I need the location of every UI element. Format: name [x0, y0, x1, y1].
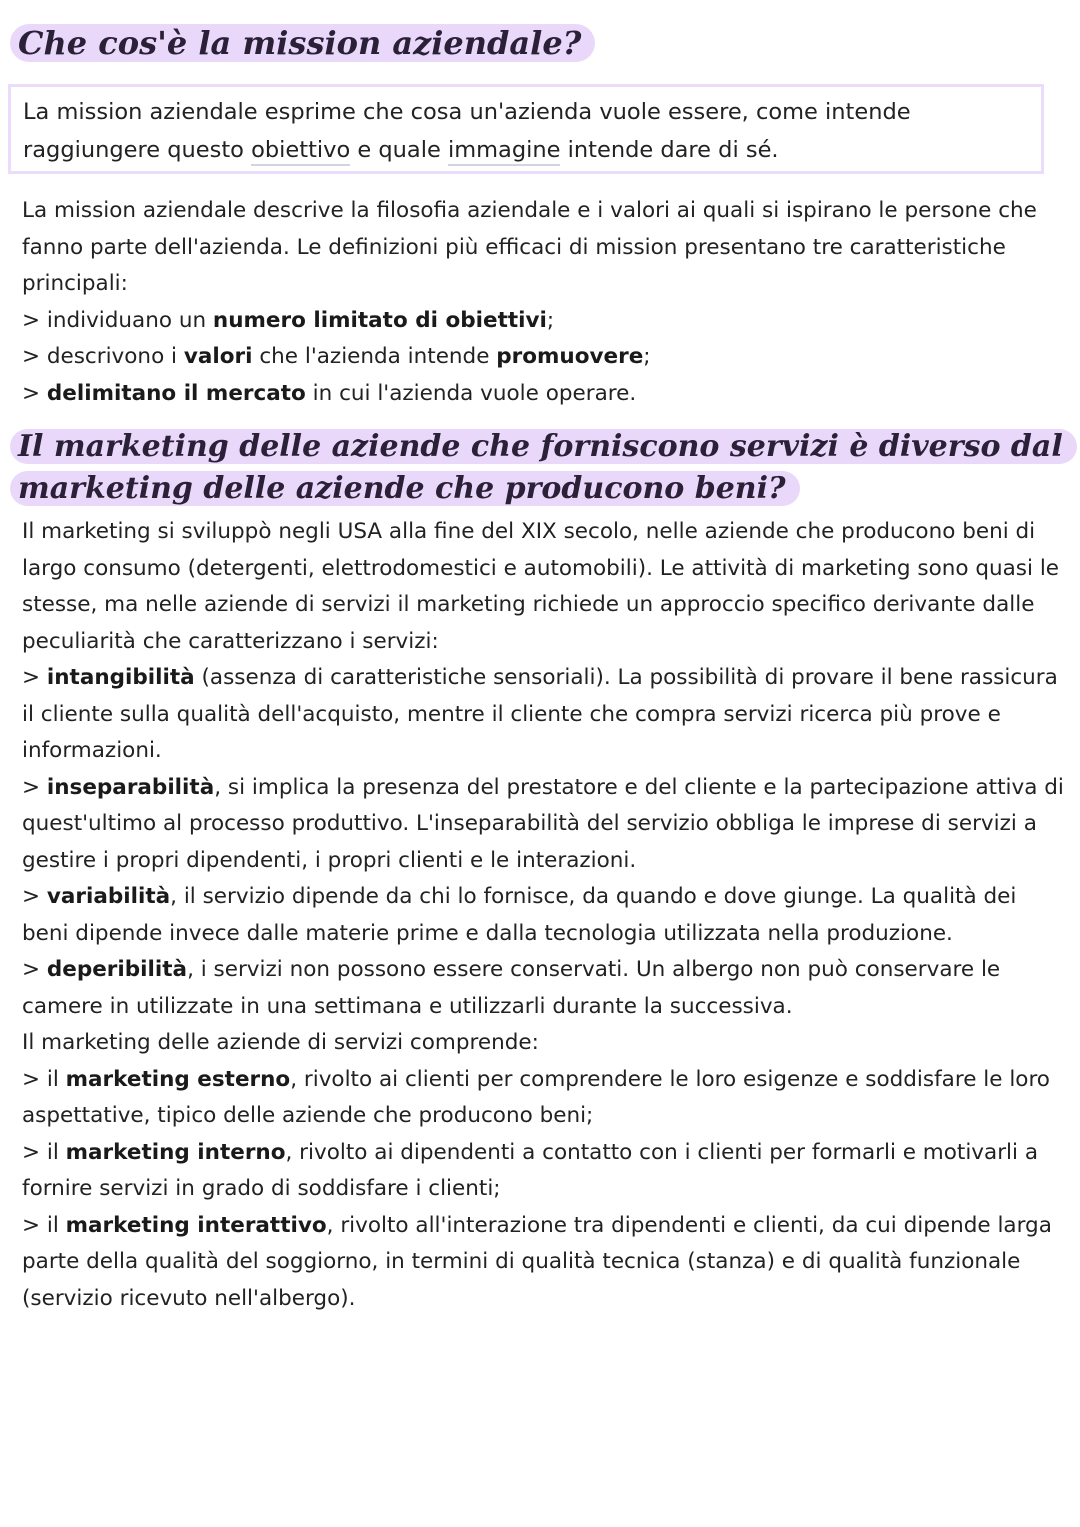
heading-mission	[10, 23, 595, 63]
feature-variabilita: > variabilità, il servizio dipende da chi lo fornisce, da quando e dove giunge. La qualità dei beni dipende invece dalle materie prime e dalla tecnologia utilizzata nella produzione.	[22, 884, 1017, 946]
bold-intangibilita: intangibilità	[46, 665, 195, 690]
bold-deperibilita: deperibilità	[46, 957, 188, 982]
heading-mission-text: Che cos'è la mission aziendale?	[10, 24, 595, 62]
type-marketing-interattivo: > il marketing interattivo, rivolto all'interazione tra dipendenti e clienti, da cui dipende larga parte della qualità del soggiorno, in termini di qualità tecnica (stanza) e di qualità funzionale (servizio ricevuto nell'albergo).	[22, 1212, 1052, 1311]
bold-valori: valori	[183, 344, 253, 369]
type-marketing-esterno: > il marketing esterno, rivolto ai clienti per comprendere le loro esigenze e soddisfare le loro aspettative, tipico delle aziende che producono beni;	[22, 1066, 1050, 1128]
mission-intro: La mission aziendale descrive la filosofia aziendale e i valori ai quali si ispirano le persone che fanno parte dell'azienda. Le definizioni più efficaci di mission presentano tre caratteristiche principali:	[22, 198, 1037, 296]
mission-paragraph	[22, 193, 1042, 412]
bold-marketing-esterno: marketing esterno	[65, 1066, 291, 1092]
bold-promuovere: promuovere	[496, 344, 644, 369]
definition-box	[8, 84, 1044, 174]
heading-marketing-text: Il marketing delle aziende che forniscono servizi è diverso dal marketing delle aziende che producono beni?	[10, 429, 1077, 506]
definition-text-1: La mission aziendale esprime che cosa un'azienda vuole essere, come intende raggiungere questo	[23, 99, 911, 163]
bold-variabilita: variabilità	[46, 884, 171, 909]
marketing-types-intro: Il marketing delle aziende di servizi comprende:	[22, 1030, 539, 1055]
marketing-intro: Il marketing si sviluppò negli USA alla fine del XIX secolo, nelle aziende che producono beni di largo consumo (detergenti, elettrodomestici e automobili). Le attività di marketing sono quasi le stesse, ma nelle aziende di servizi il marketing richiede un approccio specifico derivante dalle peculiarità che caratterizzano i servizi:	[22, 519, 1060, 654]
feature-inseparabilita: > inseparabilità, si implica la presenza del prestatore e del cliente e la partecipazione attiva di quest'ultimo al processo produttivo. L'inseparabilità del servizio obbliga le imprese di servizi a gestire i propri dipendenti, i propri clienti e le interazioni.	[22, 774, 1064, 873]
definition-text-5: intende dare di sé.	[560, 137, 779, 163]
feature-intangibilita: > intangibilità (assenza di caratteristiche sensoriali). La possibilità di provare il bene rassicura il cliente sulla qualità dell'acquisto, mentre il cliente che compra servizi ricerca più prove e informazioni.	[22, 665, 1058, 763]
heading-marketing	[10, 426, 1070, 510]
mission-bullet-2: > descrivono i valori che l'azienda intende promuovere;	[22, 344, 651, 369]
definition-underlined-obiettivo: obiettivo	[251, 137, 350, 166]
bold-delimitano: delimitano il mercato	[46, 380, 306, 406]
bold-inseparabilita: inseparabilità	[46, 774, 215, 800]
definition-underlined-immagine: immagine	[448, 137, 561, 166]
definition-text-3: e quale	[350, 137, 448, 163]
bold-marketing-interno: marketing interno	[65, 1139, 286, 1165]
feature-deperibilita: > deperibilità, i servizi non possono essere conservati. Un albergo non può conservare le camere in utilizzate in una settimana e utilizzarli durante la successiva.	[22, 957, 1001, 1019]
bold-numero-limitato: numero limitato di obiettivi	[212, 307, 547, 333]
marketing-paragraph	[22, 514, 1067, 1317]
type-marketing-interno: > il marketing interno, rivolto ai dipendenti a contatto con i clienti per formarli e motivarli a fornire servizi in grado di soddisfare i clienti;	[22, 1139, 1039, 1201]
mission-bullet-3: > delimitano il mercato in cui l'azienda vuole operare.	[22, 380, 637, 406]
bold-marketing-interattivo: marketing interattivo	[65, 1212, 327, 1238]
mission-bullet-1: > individuano un numero limitato di obiettivi;	[22, 307, 555, 333]
